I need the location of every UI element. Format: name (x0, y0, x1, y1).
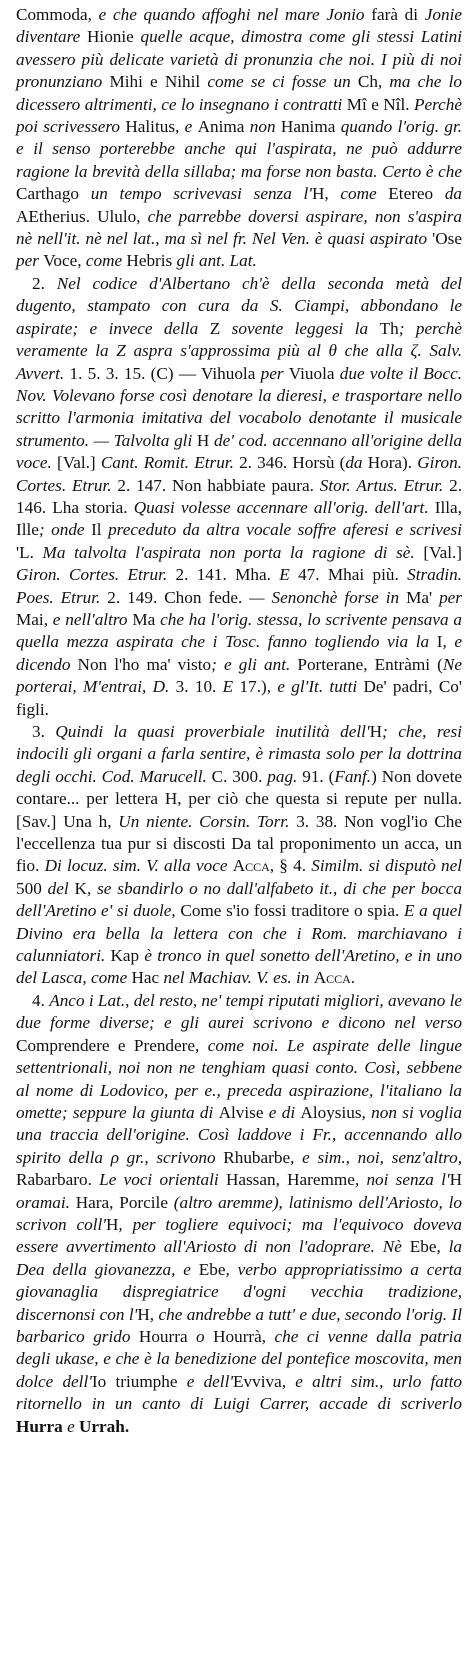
text-run: Le voci orientali (99, 1170, 226, 1190)
text-run: un tempo scrivevasi senza l' (90, 184, 312, 204)
text-run: Rabarbaro. (16, 1170, 100, 1190)
text-run: Di locuz. sim. V. alla voce (44, 856, 233, 876)
text-run: per (439, 587, 462, 607)
text-run: , per togliere equivoci; ma l'equivoco doveva essere avvertimento all'Ariosto di non l'adoprare. Nè (16, 1214, 462, 1257)
text-run: Alvise (218, 1102, 269, 1122)
text-run: Jonie diventare (16, 5, 462, 47)
text-run: (altro aremme), latinismo dell'Ariosto, lo scrivon coll' (16, 1192, 462, 1234)
text-run: 3. 38. Non vogl'io Che l'eccellenza tua pur si discosti Da tal proponimento un acca, un fio. (16, 811, 463, 876)
text-run: , verbo appropriatissimo a certa giovanaglia dispregiatrice d'ogni vecchia tradizione, discernonsi con l' (16, 1259, 463, 1324)
text-run: Hourra (138, 1326, 197, 1346)
text-run: , che ci venne dalla patria degli ukase, e che è la benedizione del pontefice moscovita, men dolce dell' (16, 1326, 463, 1391)
text-run: , e che quando affoghi nel mare Jonio (87, 5, 372, 24)
text-run: Stor. Artus. Etrur. (319, 475, 450, 495)
text-run: oramai. (16, 1192, 76, 1212)
text-run: Hurra (16, 1416, 68, 1436)
text-run: 2. (32, 273, 57, 293)
text-run: , la Dea della giovanezza, e (16, 1237, 462, 1279)
text-run: Similm. si disputò nel (311, 856, 463, 876)
text-run: Commoda (16, 5, 88, 24)
text-run: C. 300. (211, 766, 268, 786)
text-run: H (137, 1304, 150, 1324)
text-run: . (350, 968, 356, 988)
text-paragraph (16, 4, 462, 273)
text-run: — Senonchè forse in (249, 587, 407, 607)
text-run: , ma che lo dicessero altrimenti, ce lo insegnano i contratti (16, 72, 462, 114)
text-run: quando l'orig. gr. e il senso porterebbe anche qui l'aspirata, ne può addurre ragione la brevità della sillaba; ma forse non basta. Certo è che (16, 117, 463, 181)
text-run: Un niente. Corsin. Torr. (118, 811, 297, 831)
text-run: ; che, resi indocili gli organi a farla sentire, è rimasta solo per la dottrina degli occhi. Cod. Marucell. (16, 722, 462, 786)
text-run: quelle acque, dimostra come gli stessi Latini avessero più delicate varietà di pronunzia che noi. I più di noi pronunziano (16, 27, 462, 92)
text-paragraph (16, 721, 462, 990)
text-run: , come (324, 184, 389, 204)
text-run: K (74, 878, 87, 898)
text-run: Voce (43, 251, 78, 271)
text-run: Io triumphe (91, 1371, 187, 1391)
text-run: E a quel Divino era bella la lettera con che i Rom. marchiavano i calunniatori. (16, 901, 462, 966)
text-run: , e altri sim., urlo fatto ritornello in un canto di Luigi Carrer, accade di scriverlo (16, 1371, 463, 1414)
text-run: 2. 146. Lha storia. (16, 475, 462, 517)
text-paragraph (16, 990, 462, 1438)
text-run: Urrah. (79, 1416, 130, 1436)
text-run: Kap (110, 946, 145, 966)
text-run: Anima (197, 117, 250, 137)
text-run: , § 4. (269, 856, 312, 876)
text-run: è tronco in quel sonetto dell'Aretino, e in uno del Lasca, come (16, 946, 462, 988)
text-run: H (311, 184, 325, 204)
text-run: 2. 149. Chon fede. (107, 587, 250, 607)
text-run: Mî e Nîl. (346, 94, 414, 114)
text-run: Rhubarbe (223, 1147, 291, 1167)
text-run: 47. Mhai più. (298, 565, 408, 585)
text-run: e gl'It. tutti (277, 677, 364, 697)
text-run: Ma talvolta l'aspirata non porta la ragione di sè. (42, 542, 424, 562)
text-run: Hara, Porcile (75, 1192, 174, 1212)
text-run: 1. 5. 3. 15. (C) — Vihuola (69, 363, 261, 383)
text-run: da (444, 184, 463, 204)
text-run: Acca (232, 856, 270, 876)
text-run: non (249, 117, 281, 137)
text-run: Giron. Cortes. Etrur. (16, 453, 462, 495)
text-run: Come s'io fossi traditore o spia. (180, 901, 404, 921)
text-run: Nel codice d'Albertano ch'è della seconda metà del dugento, stampato con cura da S. Ciampi, abbondano le aspirate; e invece della (16, 273, 462, 338)
text-run: Hac (131, 968, 164, 988)
text-run: Hassan, Haremme (225, 1170, 355, 1190)
text-run: Aloysius (300, 1102, 362, 1122)
text-run: Ma (132, 609, 161, 629)
text-run: Quindi la quasi proverbiale inutilità dell' (55, 722, 370, 741)
text-run: ) Non dovete contare... per lettera H, per ciò che questa si repute per nulla. [Sav.] Una h, (16, 766, 462, 831)
text-run: , noi senza l' (354, 1170, 450, 1190)
text-run: 2. 346. Horsù ( (239, 453, 346, 473)
text-run: 'Ose (432, 229, 462, 249)
text-run: o (196, 1326, 214, 1346)
text-run: Non l'ho ma' visto (77, 654, 212, 674)
text-run: de' cod. accennano all'origine della voce. (16, 430, 462, 473)
text-run: , e dicendo (16, 632, 462, 674)
text-run: Mai (16, 609, 44, 629)
text-run: Ne porterai, M'entrai, D. (16, 654, 462, 697)
text-run: De' padri, Co' figli. (16, 677, 462, 719)
text-run: Acca (313, 968, 351, 988)
text-run: H (105, 1214, 119, 1234)
text-run: Il (91, 520, 109, 540)
text-run: H (369, 722, 383, 741)
text-run: da (345, 453, 368, 473)
text-run: Hionie (87, 27, 141, 47)
text-run: , e sim., noi, senz'altro, (290, 1147, 462, 1167)
text-run: Ebe (409, 1237, 437, 1257)
text-run: Z (209, 318, 232, 338)
text-run: [Val.] (56, 453, 101, 473)
text-run: Halitus (125, 117, 176, 137)
text-run: Fanf. (334, 766, 372, 786)
text-run: Mihi e Nihil (109, 72, 208, 92)
text-run: H (449, 1170, 463, 1190)
text-run: due volte il Bocc. Nov. Volevano forse così denotare la dieresi, e trasportare nello scritto l'armonia imitativa del vocabolo denotante il musicale strumento. — Talvolta gli (16, 363, 462, 450)
text-run: come se ci fosse un (207, 72, 358, 92)
text-run: gli ant. Lat. (176, 251, 257, 271)
text-run: 2. 141. Mha. (175, 565, 280, 585)
text-run: Carthago (16, 184, 91, 204)
text-run: 91. ( (302, 766, 335, 786)
text-run: per (260, 363, 289, 383)
text-run: Cant. Romit. Etrur. (100, 453, 240, 473)
text-run: e di (268, 1102, 301, 1122)
text-run: , e nell'altro (43, 609, 133, 629)
text-run: Etereo (388, 184, 445, 204)
text-run: Perchè poi scrivessero (16, 94, 462, 137)
text-run: I (436, 632, 443, 652)
text-run: 500 (16, 878, 48, 898)
text-run: Porterane, Entràmi ( (297, 654, 443, 674)
text-run: nel Machiav. V. es. in (163, 968, 314, 988)
text-run: , e (175, 117, 198, 137)
text-paragraph (16, 273, 462, 721)
text-run: per (16, 251, 44, 271)
text-run: Giron. Cortes. Etrur. (16, 565, 176, 585)
text-run: Quasi volesse accennare all'orig. dell'art. (133, 497, 435, 517)
text-run: e (67, 1416, 80, 1436)
text-run: e dell' (186, 1371, 234, 1391)
text-run: 4. (32, 990, 50, 1010)
text-run: Hanima (280, 117, 341, 137)
text-run: , se sbandirlo o no dall'alfabeto it., di che per bocca dell'Aretino e' si duole, (16, 878, 463, 921)
text-run: 'L. (16, 542, 43, 562)
text-run: Hora). (367, 453, 418, 473)
text-run: ; perchè veramente la Z aspra s'approssima più al θ che alla ζ. Salv. Avvert. (16, 318, 462, 383)
text-run: Illa, Ille (16, 497, 462, 540)
text-run: [Val.] (423, 542, 462, 562)
text-run: , come (77, 251, 127, 271)
text-run: che parrebbe doversi aspirare, non s'aspira nè nell'it. nè nel lat., ma sì nel fr. Nel Ven. è quasi aspirato (16, 206, 463, 249)
text-run: farà di (371, 5, 425, 24)
text-run: H (196, 430, 214, 450)
text-run: pag. (267, 766, 303, 786)
text-run: Viuola (288, 363, 340, 383)
text-run: Evviva (233, 1371, 282, 1391)
text-run: E (222, 677, 240, 697)
text-run: Ch (357, 72, 378, 92)
text-run: , non si voglia una traccia dell'origine. Così laddove i Fr., accennando allo spirito della ρ gr., scrivono (16, 1102, 463, 1167)
text-run: sovente leggesi la (231, 318, 380, 338)
text-run: , come noi. Le aspirate delle lingue settentrionali, noi non ne tenghiam quasi conto. Così, sebbene al nome di Lodovico, per e., preceda aspirazione, l'italiano la omette; seppure la giunta di (16, 1035, 462, 1122)
text-run: ; e gli ant. (211, 654, 298, 674)
text-run: ; onde (38, 520, 92, 540)
text-run: E (279, 565, 299, 585)
text-run: Ebe (198, 1259, 226, 1279)
text-run: Ma' (406, 587, 440, 607)
text-run: Anco i Lat., del resto, ne' tempi riputati migliori, avevano le due forme diverse; e gli aurei scrivono e dicono nel verso (16, 990, 463, 1033)
text-run: Hebris (126, 251, 177, 271)
text-run: AEtherius. Ululo, (16, 206, 148, 226)
text-run: che ha l'orig. stessa, lo scrivente pensava a quella mezza aspirata che i Tosc. fanno togliendo via la (16, 609, 462, 652)
text-run: 2. 147. Non habbiate paura. (117, 475, 320, 495)
text-run: del (47, 878, 75, 898)
text-run: Stradin. Poes. Etrur. (16, 565, 463, 607)
text-run: Hourrà (213, 1326, 262, 1346)
text-run: 3. (32, 722, 56, 741)
text-run: Th (379, 318, 399, 338)
text-run: , che andrebbe a tutt' e due, secondo l'orig. Il barbarico grido (16, 1304, 462, 1346)
text-run: 17.), (239, 677, 278, 697)
text-run: preceduto da altra vocale soffre aferesi e scrivesi (108, 520, 462, 540)
text-run: 3. 10. (175, 677, 223, 697)
text-run: Comprendere e Prendere (16, 1035, 196, 1055)
